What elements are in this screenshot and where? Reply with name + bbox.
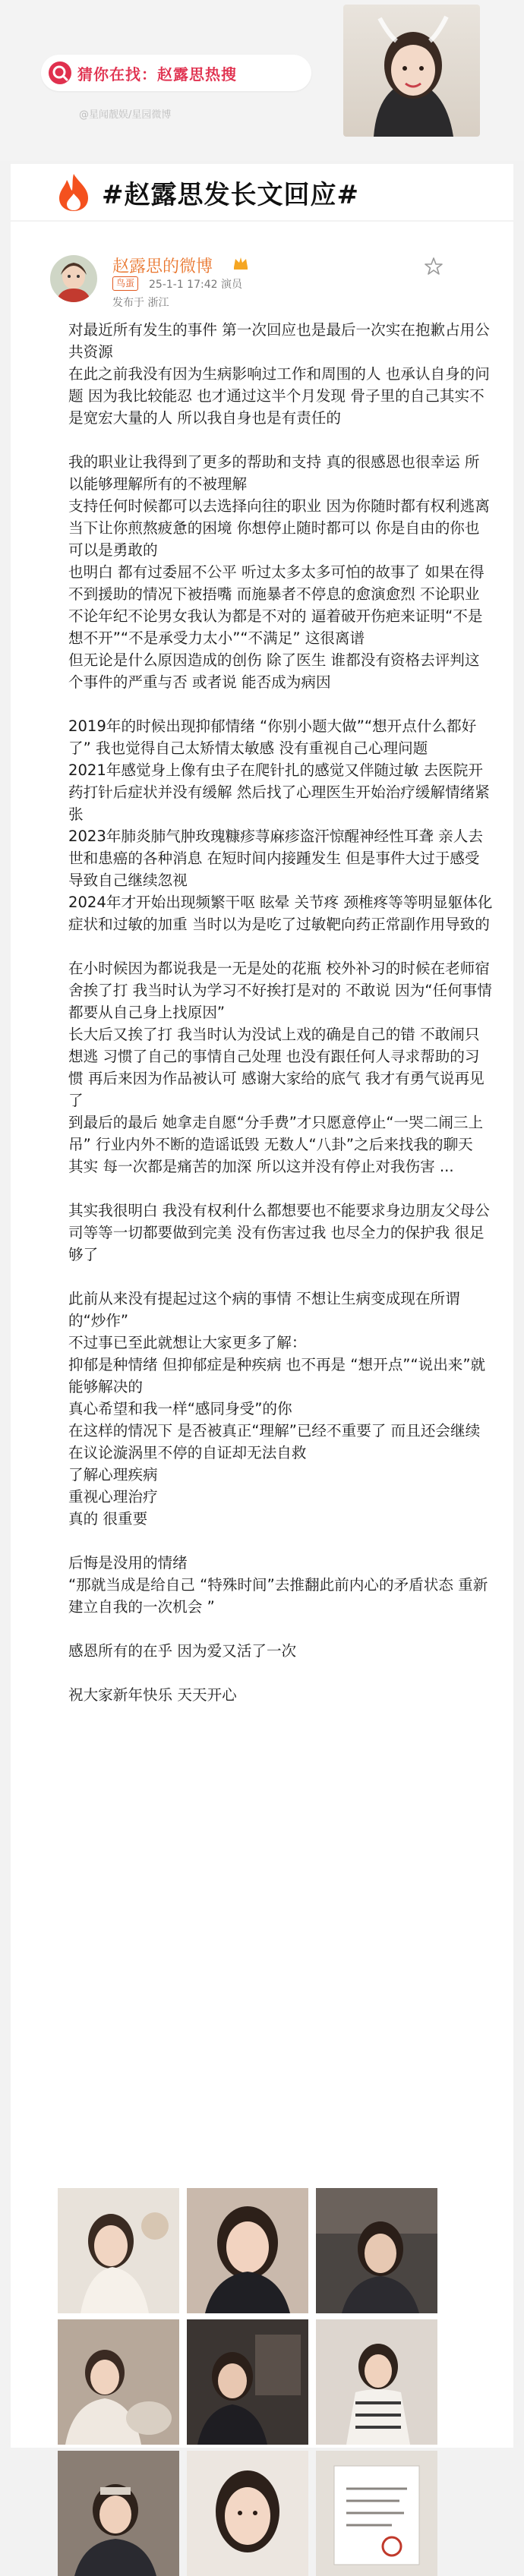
paragraph: 2019年的时候出现抑郁情绪 “你别小题大做”“想开点什么都好了” 我也觉得自己太矫情太敏感 没有重视自己心理问题 2021年感觉身上像有虫子在爬针扎的感觉又伴随过敏 去医院开药打针后症状并没有缓解 然后找了心理医生开始治疗缓解情绪紧张 2023年肺炎肺气肿玫瑰糠疹荨麻疹盗汗惊醒神经性耳聋 亲人去世和患癌的各种消息 在短时间内接踵发生 但是事件大过于感受 导致自己继续忽视 2024年才开始出现频繁干呕 眩晕 关节疼 颈椎疼等等明显躯体化症状和过敏的加重 当时以为是吃了过敏靶向药正常副作用导致的: [68, 717, 493, 933]
post-time: 25-1-1 17:42 演员: [149, 279, 242, 291]
paragraph: 后悔是没用的情绪 “那就当成是给自己 “特殊时间”去推翻此前内心的矛盾状态 重新建立自我的一次机会 ”: [68, 1554, 488, 1616]
vip-crown-icon: [232, 255, 249, 270]
photo-thumb[interactable]: [58, 2319, 179, 2445]
photo-thumb[interactable]: [316, 2188, 437, 2313]
paragraph: 我的职业让我得到了更多的帮助和支持 真的很感恩也很幸运 所以能够理解所有的不被理解 支持任何时候都可以去选择向往的职业 因为你随时都有权利逃离当下让你煎熬疲惫的困境 你想停止随时都可以 你是自由的你也可以是勇敢的 也明白 都有过委屈不公平 听过太多太多可怕的故事了 如果在得不到援助的情况下被捂嘴 而施暴者不停息的愈演愈烈 不论职业不论年纪不论男女我认为都是不对的 逼着破开伤疤来证明“不是想不开”“不是承受力太小”“不满足” 这很离谱 但无论是什么原因造成的创伤 除了医生 谁都没有资格去评判这个事件的严重与否 或者说 能否成为病因: [68, 453, 490, 691]
photo-grid: [58, 2188, 468, 2576]
weibo-post: [11, 222, 513, 2448]
search-prefix: 猜你在找：: [77, 65, 157, 84]
paragraph: 对最近所有发生的事件 第一次回应也是最后一次实在抱歉占用公共资源 在此之前我没有因为生病影响过工作和周围的人 也承认自身的问题 因为我比较能忍 也才通过这半个月发现 骨子里的自己其实不是宽宏大量的人 所以我自身也是有责任的: [68, 321, 490, 427]
photo-thumb[interactable]: [187, 2188, 308, 2313]
search-term[interactable]: 赵露思热搜: [157, 65, 237, 84]
paragraph: 祝大家新年快乐 天天开心: [68, 1686, 237, 1704]
star-icon[interactable]: [424, 257, 444, 276]
fire-icon: [56, 172, 91, 212]
watermark: @星闻靓娱/星园微博: [79, 109, 172, 121]
photo-thumb[interactable]: [316, 2451, 437, 2576]
avatar[interactable]: [50, 255, 97, 302]
photo-thumb[interactable]: [187, 2319, 308, 2445]
photo-thumb[interactable]: [187, 2451, 308, 2576]
topic-title-bar[interactable]: [11, 164, 513, 220]
paragraph: 在小时候因为都说我是一无是处的花瓶 校外补习的时候在老师宿舍挨了打 我当时认为学习不好挨打是对的 不敢说 因为“任何事情都要从自己身上找原因” 长大后又挨了打 我当时认为没试上戏的确是自己的错 不敢闹只想逃 习惯了自己的事情自己处理 也没有跟任何人寻求帮助的习惯 再后来因为作品被认可 感谢大家给的底气 我才有勇气说再见了 到最后的最后 她拿走自愿“分手费”才只愿意停止“一哭二闹三上吊” 行业内外不断的造谣诋毁 无数人“八卦”之后来找我的聊天 其实 每一次都是痛苦的加深 所以这并没有停止对我伤害 ...: [68, 960, 492, 1175]
header-photo: [343, 5, 480, 137]
search-icon: [49, 61, 71, 84]
post-body: [68, 319, 494, 1717]
author-name[interactable]: 赵露思的微博: [112, 257, 213, 276]
guess-search-pill[interactable]: [41, 55, 311, 91]
photo-thumb[interactable]: [58, 2188, 179, 2313]
paragraph: 此前从来没有提起过这个病的事情 不想让生病变成现在所谓的“炒作” 不过事已至此就想让大家更多了解： 抑郁是种情绪 但抑郁症是种疾病 也不再是 “想开点”“说出来”就能够解决的 真心希望和我一样“感同身受”的你 在这样的情况下 是否被真正“理解”已经不重要了 而且还会继续在议论漩涡里不停的自证却无法自救 了解心理疾病 重视心理治疗 真的 很重要: [68, 1290, 486, 1528]
paragraph: 其实我很明白 我没有权利什么都想要也不能要求身边朋友父母公司等等一切都要做到完美 没有伤害过我 也尽全力的保护我 很足够了: [68, 1202, 490, 1263]
photo-thumb[interactable]: [58, 2451, 179, 2576]
header-banner: [0, 0, 524, 161]
topic-title: #赵露思发长文回应#: [102, 179, 359, 210]
post-location: 发布于 浙江: [112, 297, 169, 309]
photo-thumb[interactable]: [316, 2319, 437, 2445]
paragraph: 感恩所有的在乎 因为爱又活了一次: [68, 1642, 297, 1660]
fan-badge: 鸟蛋: [112, 276, 138, 291]
